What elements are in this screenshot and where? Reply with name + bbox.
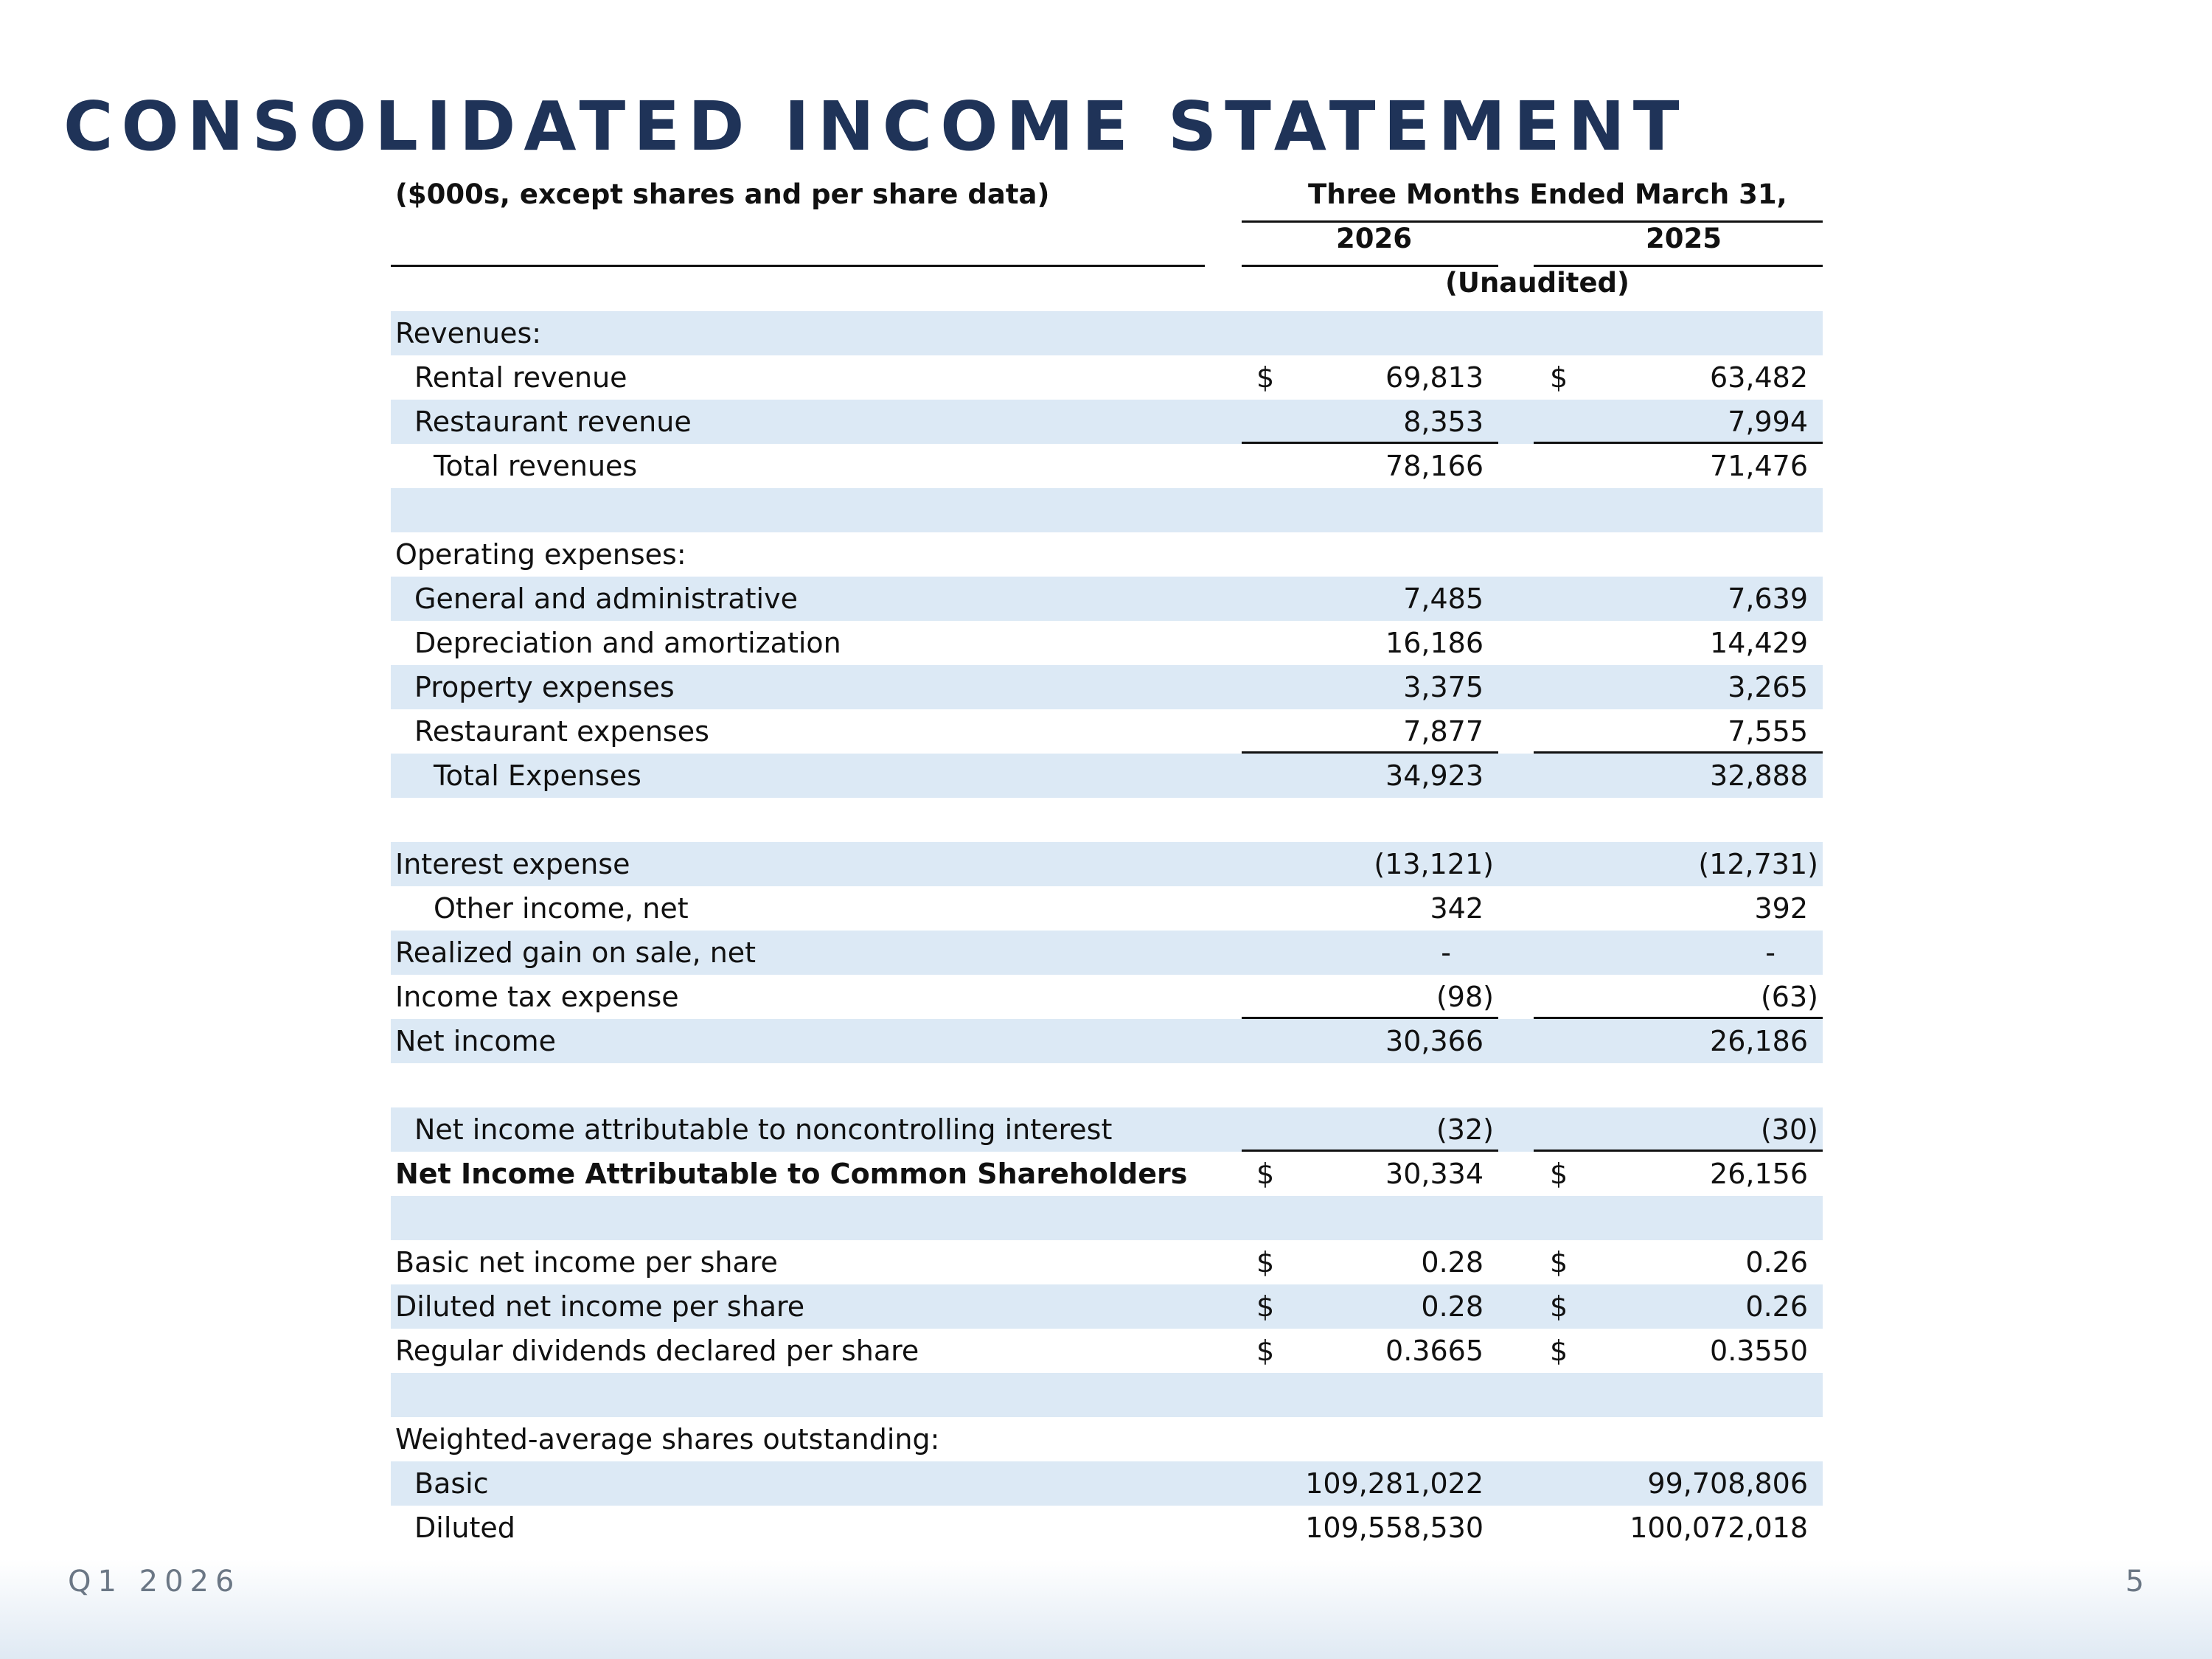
value-2025: 99,708,806 [1647,1467,1808,1500]
currency-symbol: $ [1550,1158,1568,1190]
table-row [391,1373,1823,1417]
value-2025: 100,072,018 [1630,1512,1808,1544]
label-column-rule [391,265,1205,267]
row-label: Basic [414,1467,489,1500]
currency-symbol: $ [1550,1335,1568,1367]
table-row [391,400,1823,444]
table-row [391,842,1823,886]
value-2026: 16,186 [1385,627,1484,659]
value-2025: (30) [1760,1113,1818,1146]
currency-symbol: $ [1550,361,1568,394]
table-row [391,798,1823,842]
income-statement-table [391,0,1823,1659]
value-2025: 3,265 [1728,671,1808,703]
value-2025: 0.26 [1745,1246,1808,1279]
currency-symbol: $ [1256,1335,1275,1367]
value-2025: - [1765,936,1775,969]
currency-symbol: $ [1550,1290,1568,1323]
value-2026: 8,353 [1403,406,1484,438]
row-label: General and administrative [414,582,798,615]
value-2025: (63) [1760,981,1818,1013]
value-2025: 0.26 [1745,1290,1808,1323]
value-2026: (98) [1436,981,1494,1013]
table-row [391,444,1823,488]
value-2026: 7,877 [1403,715,1484,748]
table-row [391,532,1823,577]
unaudited-note: (Unaudited) [1445,267,1630,299]
period-header-rule [1242,220,1823,223]
table-row [391,886,1823,931]
currency-symbol: $ [1256,361,1275,394]
table-row [391,311,1823,355]
footer-bar [0,1559,2212,1659]
table-row [391,709,1823,754]
currency-symbol: $ [1256,1290,1275,1323]
row-label: Diluted [414,1512,515,1544]
value-2026: 69,813 [1385,361,1484,394]
row-label: Net Income Attributable to Common Shareholders [395,1158,1188,1190]
table-row [391,1019,1823,1063]
value-2025: 7,639 [1728,582,1808,615]
table-row [391,1417,1823,1461]
value-2025: 26,186 [1710,1025,1808,1057]
table-row [391,1063,1823,1107]
table-row [391,754,1823,798]
currency-symbol: $ [1550,1246,1568,1279]
table-row [391,931,1823,975]
value-2025: 7,994 [1728,406,1808,438]
row-label: Restaurant expenses [414,715,709,748]
value-2025: 26,156 [1710,1158,1808,1190]
row-label: Weighted-average shares outstanding: [395,1423,940,1455]
table-row [391,621,1823,665]
value-2025: 32,888 [1710,759,1808,792]
value-2025: 7,555 [1728,715,1808,748]
table-row [391,1107,1823,1152]
row-label: Net income [395,1025,556,1057]
currency-symbol: $ [1256,1158,1275,1190]
value-2026: (13,121) [1374,848,1494,880]
row-label: Regular dividends declared per share [395,1335,919,1367]
column-header-2026: 2026 [1336,223,1412,254]
value-2025: (12,731) [1698,848,1818,880]
table-row [391,1284,1823,1329]
column-header-2025: 2025 [1646,223,1722,254]
currency-symbol: $ [1256,1246,1275,1279]
row-label: Total Expenses [434,759,641,792]
value-2026: 109,558,530 [1305,1512,1484,1544]
table-row [391,1329,1823,1373]
table-row [391,1240,1823,1284]
table-row [391,1461,1823,1506]
value-2026: 109,281,022 [1305,1467,1484,1500]
value-2025: 392 [1754,892,1808,925]
row-label: Interest expense [395,848,630,880]
value-2025: 14,429 [1710,627,1808,659]
table-row [391,488,1823,532]
page-title: CONSOLIDATED INCOME STATEMENT [63,87,1688,166]
value-2026: 30,334 [1385,1158,1484,1190]
value-2026: 30,366 [1385,1025,1484,1057]
table-row [391,975,1823,1019]
value-2026: 342 [1430,892,1484,925]
units-note: ($000s, except shares and per share data) [395,178,1050,210]
value-2026: 3,375 [1403,671,1484,703]
table-row [391,1152,1823,1196]
table-body [391,311,1823,1550]
row-label: Total revenues [434,450,638,482]
row-label: Revenues: [395,317,542,349]
value-2025: 63,482 [1710,361,1808,394]
row-label: Other income, net [434,892,689,925]
table-row [391,1506,1823,1550]
value-2026: (32) [1436,1113,1494,1146]
value-2026: 7,485 [1403,582,1484,615]
value-2025: 0.3550 [1710,1335,1808,1367]
table-row [391,355,1823,400]
row-label: Basic net income per share [395,1246,778,1279]
value-2026: 34,923 [1385,759,1484,792]
table-row [391,665,1823,709]
row-label: Property expenses [414,671,675,703]
value-2026: - [1441,936,1451,969]
row-label: Restaurant revenue [414,406,692,438]
row-label: Income tax expense [395,981,679,1013]
footer-period: Q1 2026 [68,1565,241,1599]
row-label: Depreciation and amortization [414,627,841,659]
value-2026: 0.28 [1421,1290,1484,1323]
value-2025: 71,476 [1710,450,1808,482]
table-row [391,577,1823,621]
table-row [391,1196,1823,1240]
row-label: Net income attributable to noncontrolling interest [414,1113,1113,1146]
row-label: Realized gain on sale, net [395,936,757,969]
value-2026: 78,166 [1385,450,1484,482]
row-label: Operating expenses: [395,538,686,571]
period-header: Three Months Ended March 31, [1308,178,1787,210]
page-number: 5 [2125,1565,2144,1599]
row-label: Diluted net income per share [395,1290,805,1323]
value-2026: 0.3665 [1385,1335,1484,1367]
value-2026: 0.28 [1421,1246,1484,1279]
row-label: Rental revenue [414,361,627,394]
